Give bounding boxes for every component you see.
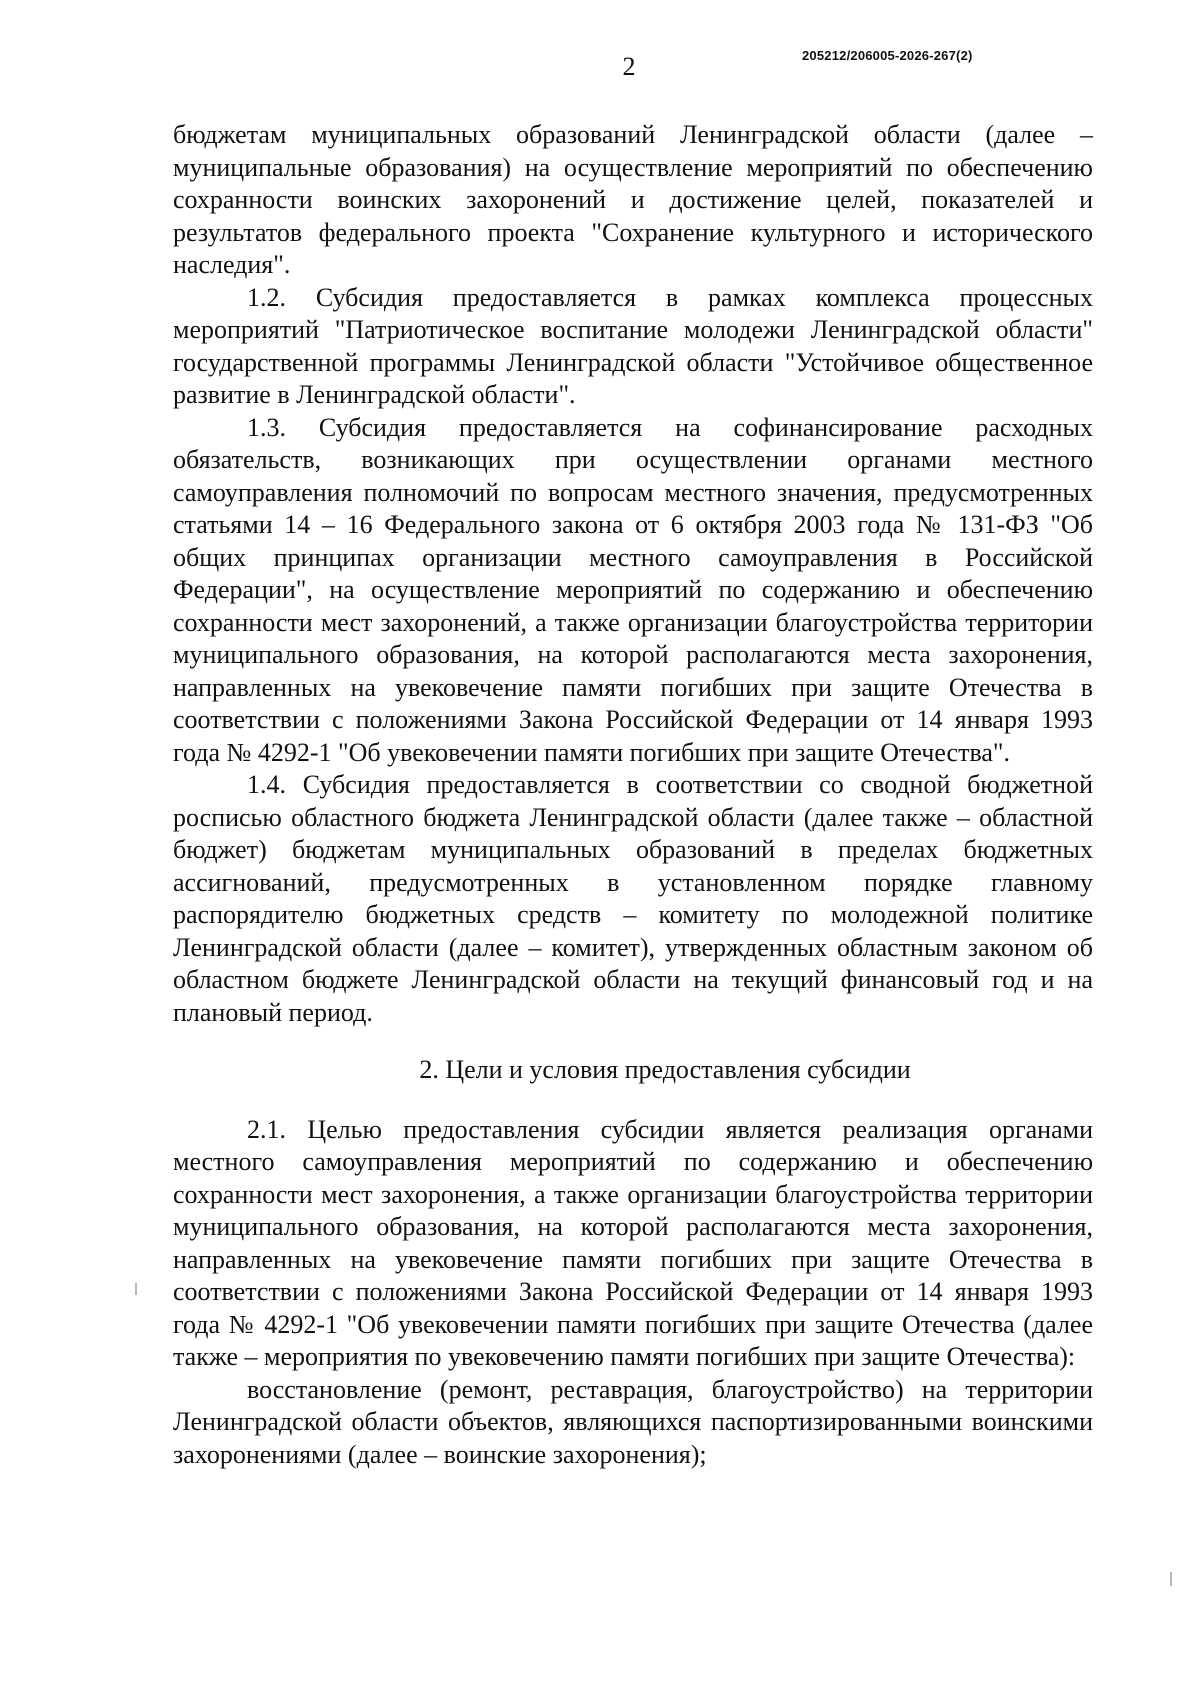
section-2-heading: 2. Цели и условия предоставления субсидии (419, 1055, 911, 1084)
paragraph-2-1-item: восстановление (ремонт, реставрация, благоустройство) на территории Ленинградской области объектов, являющихся паспортизированными воинскими захоронениями (далее – воинские захоронения); (173, 1374, 1093, 1469)
paragraph-1-continuation: бюджетам муниципальных образований Ленинградской области (далее – муниципальные образования) на осуществление мероприятий по обеспечению сохранности воинских захоронений и достижение целей, показателей и результатов федерального проекта "Сохранение культурного и исторического наследия". (173, 120, 1093, 279)
paragraph-1-3: 1.3. Субсидия предоставляется на софинансирование расходных обязательств, возникающих при осуществлении органами местного самоуправления полномочий по вопросам местного значения, предусмотренных статьями 14 – 16 Федерального закона от 6 октября 2003 года № 131-ФЗ "Об общих принципах организации местного самоуправления в Российской Федерации", на осуществление мероприятий по содержанию и обеспечению сохранности мест захоронений, а также организации благоустройства территории муниципального образования, на которой располагаются места захоронения, направленных на увековечение памяти погибших при защите Отечества в соответствии с положениями Закона Российской Федерации от 14 января 1993 года № 4292-1 "Об увековечении памяти погибших при защите Отечества". (173, 412, 1093, 767)
page-number: 2 (622, 52, 636, 81)
document-body-top (173, 119, 1093, 1471)
scan-margin-mark (135, 1283, 137, 1295)
paragraph-1-2: 1.2. Субсидия предоставляется в рамках комплекса процессных мероприятий "Патриотическое воспитание молодежи Ленинградской области" государственной программы Ленинградской области "Устойчивое общественное развитие в Ленинградской области". (173, 282, 1093, 409)
paragraph-1-4: 1.4. Субсидия предоставляется в соответствии со сводной бюджетной росписью областного бюджета Ленинградской области (далее также – областной бюджет) бюджетам муниципальных образований в пределах бюджетных ассигнований, предусмотренных в установленном порядке главному распорядителю бюджетных средств – комитету по молодежной политике Ленинградской области (далее – комитет), утвержденных областным законом об областном бюджете Ленинградской области на текущий финансовый год и на плановый период. (173, 770, 1093, 1027)
scan-edge-mark (1170, 1572, 1172, 1586)
document-id: 205212/206005-2026-267(2) (802, 48, 973, 63)
paragraph-2-1: 2.1. Целью предоставления субсидии является реализация органами местного самоуправления мероприятий по содержанию и обеспечению сохранности мест захоронения, а также организации благоустройства территории муниципального образования, на которой располагаются места захоронения, направленных на увековечение памяти погибших при защите Отечества в соответствии с положениями Закона Российской Федерации от 14 января 1993 года № 4292-1 "Об увековечении памяти погибших при защите Отечества (далее также – мероприятия по увековечению памяти погибших при защите Отечества): (173, 1114, 1093, 1371)
